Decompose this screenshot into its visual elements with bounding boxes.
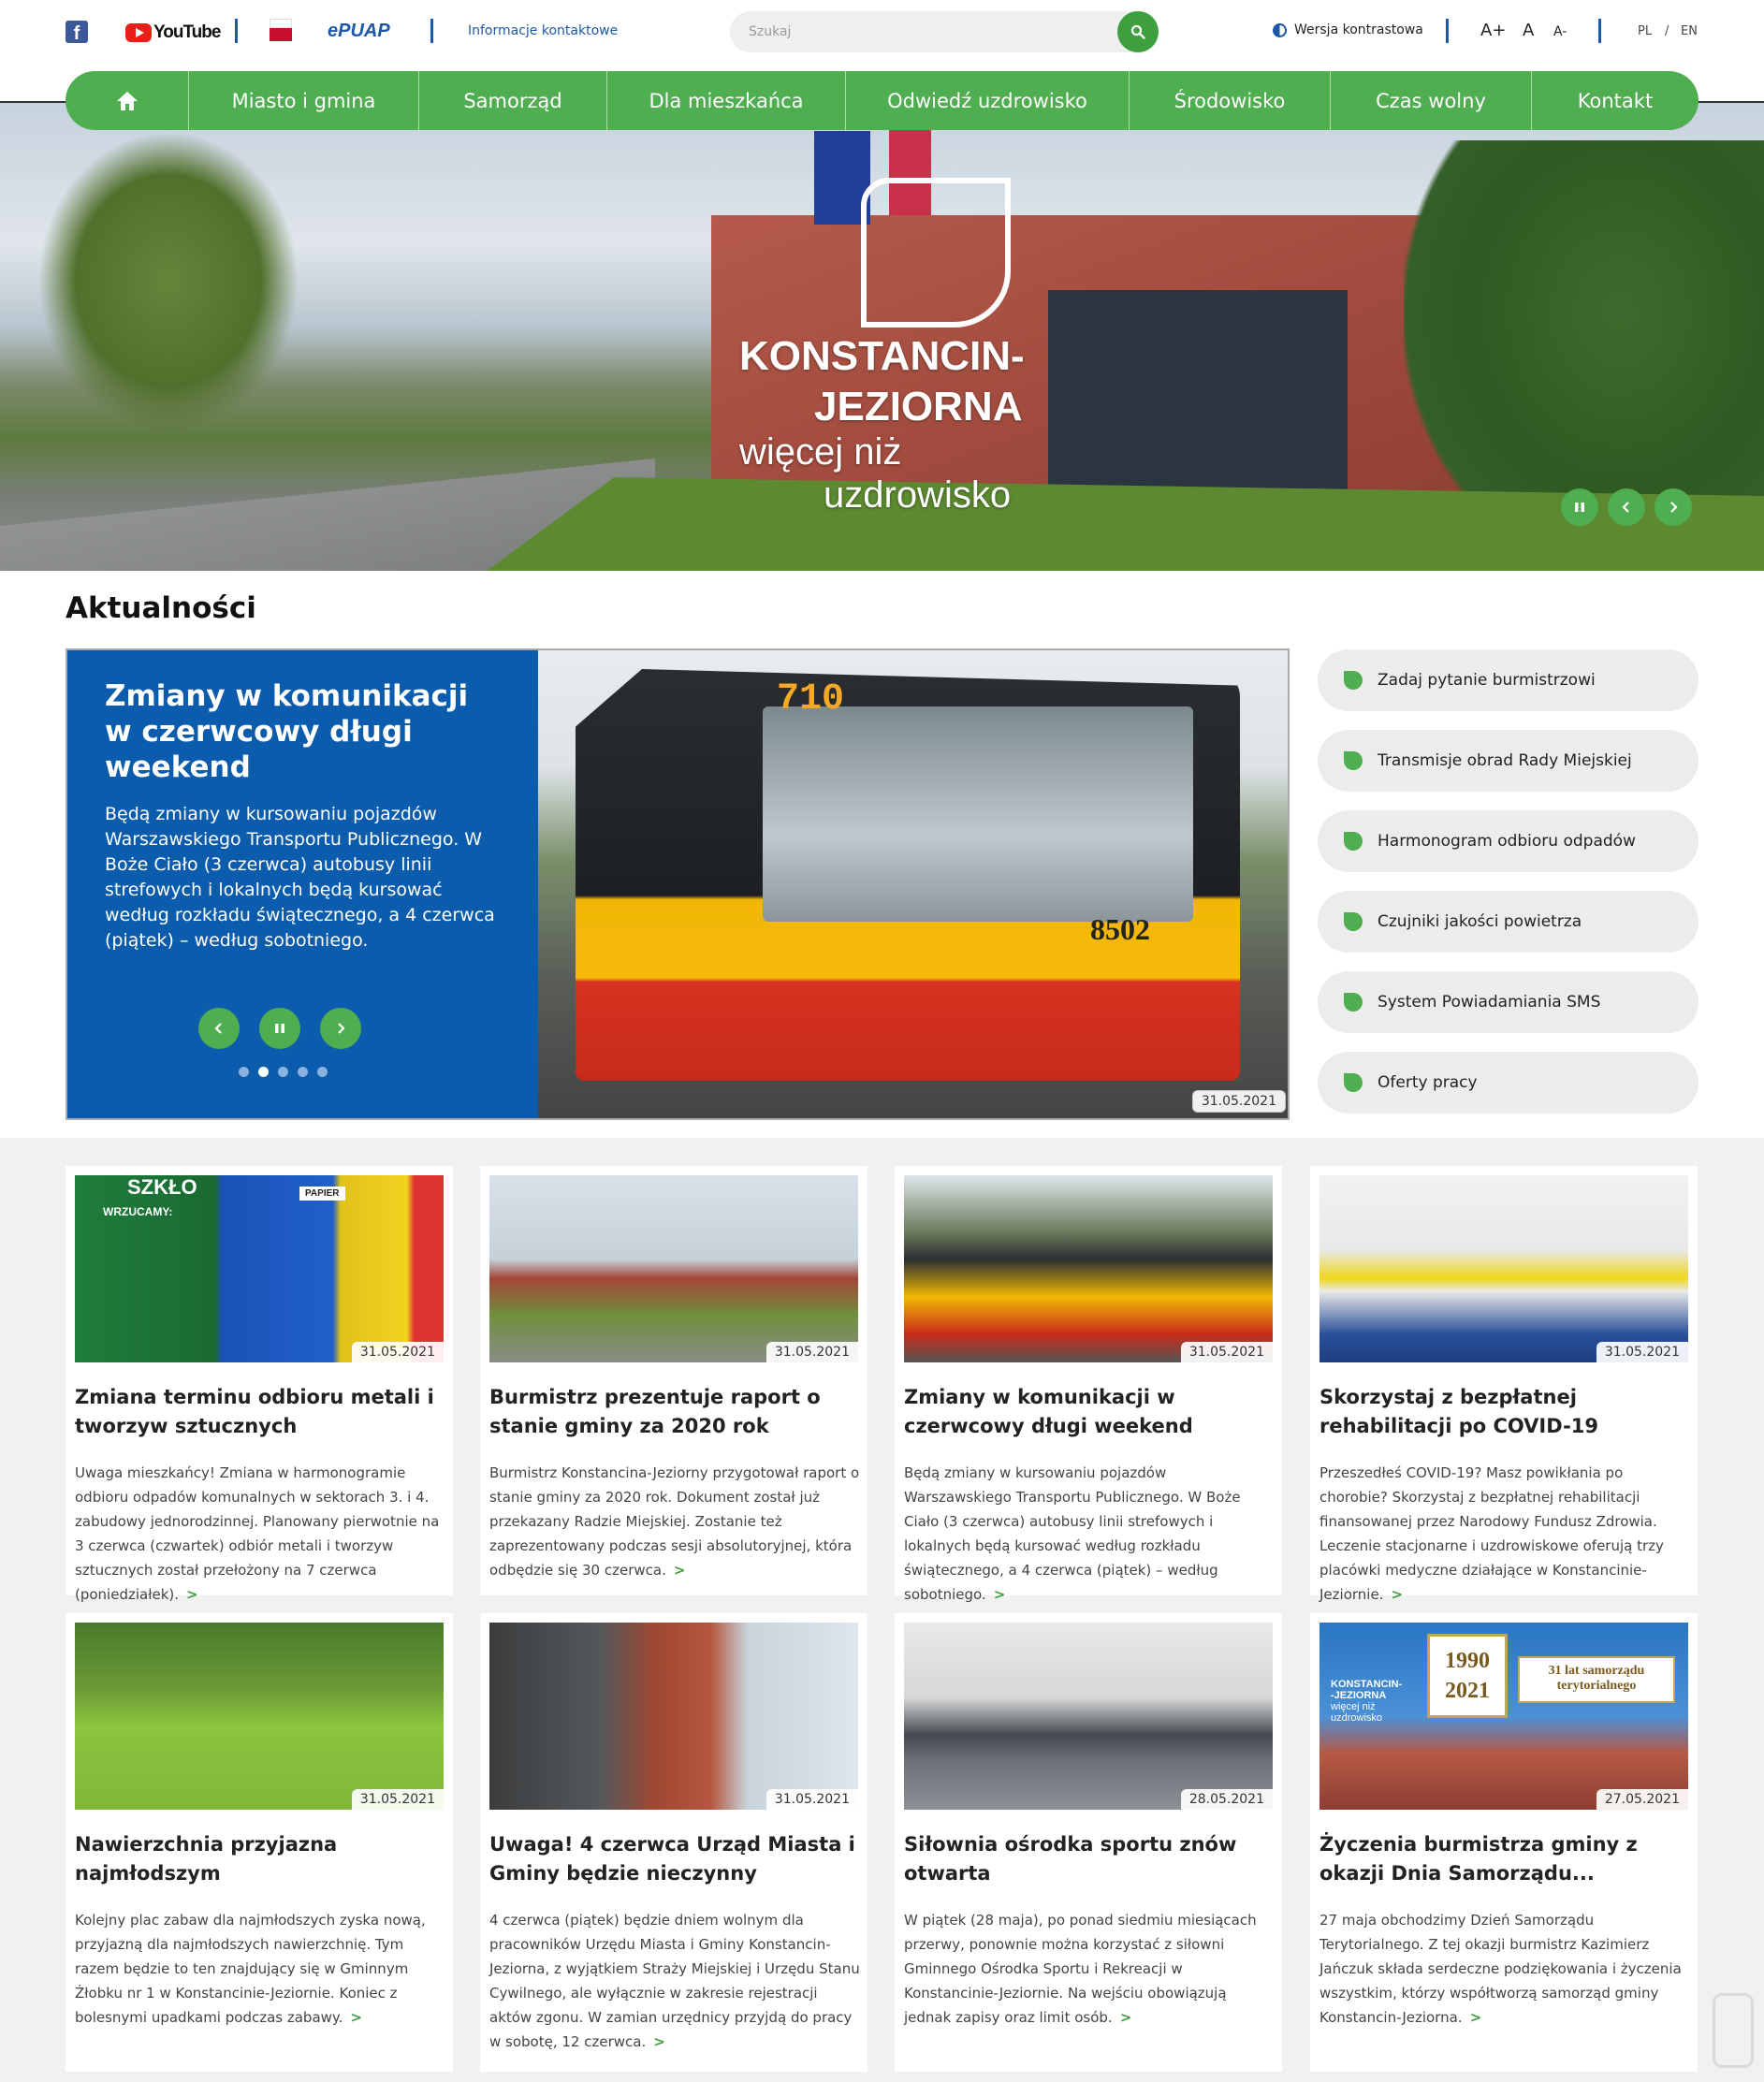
read-more-link[interactable]: > [1391,1586,1404,1603]
quick-link-label: Harmonogram odbioru odpadów [1378,832,1636,851]
nav-srodowisko[interactable]: Środowisko [1130,71,1331,130]
read-more-link[interactable]: > [653,2033,665,2050]
nav-miasto-i-gmina[interactable]: Miasto i gmina [189,71,419,130]
news-card[interactable] [1310,1166,1698,1603]
news-card-date: 31.05.2021 [352,1342,444,1362]
news-card-summary [1319,1908,1690,2030]
news-card-summary [1319,1461,1690,1607]
news-card-date: 31.05.2021 [352,1789,444,1810]
mini-logo-line-1: KONSTANCIN- [1331,1679,1403,1690]
nav-odwiedz-uzdrowisko[interactable]: Odwiedź uzdrowisko [846,71,1130,130]
slider-pause-button[interactable] [259,1008,300,1049]
main-nav [66,71,1698,130]
city-logo-mark [861,178,1011,328]
hero-tree [37,131,299,430]
news-card-image[interactable] [489,1175,858,1362]
news-slider [66,648,1290,1120]
news-card-image[interactable] [904,1175,1273,1362]
separator [1598,19,1601,43]
news-card[interactable] [895,1613,1282,2072]
news-card-summary [75,1908,445,2030]
chevron-right-icon [1668,502,1679,513]
anniversary-caption: 31 lat samorządu terytorialnego [1518,1656,1675,1703]
news-card-title[interactable]: Uwaga! 4 czerwca Urząd Miasta i Gminy będzie nieczynny [489,1833,855,1885]
home-icon [115,90,139,112]
font-decrease-button[interactable]: A- [1553,24,1567,39]
hero-banner [0,103,1764,571]
youtube-link[interactable] [125,21,220,45]
search-box [730,11,1159,52]
separator [235,19,238,43]
pause-icon [274,1023,285,1034]
slider-dot[interactable] [298,1067,308,1077]
news-card-image[interactable] [75,1175,444,1362]
hero-next-button[interactable] [1655,488,1692,526]
news-card-text: Burmistrz Konstancina-Jeziorny przygotował raport o stanie gminy za 2020 rok. Dokument został już przekazany Radzie Miejskiej. Zostanie też zaprezentowany podczas sesji absolutoryjnej, która odbędzie się 30 czerwca. [489,1464,860,1579]
news-card-image[interactable] [1319,1623,1688,1810]
news-card[interactable] [480,1613,867,2072]
leaf-icon [1344,832,1363,851]
read-more-link[interactable]: > [1469,2009,1482,2026]
bus-fleet-number: 8502 [1090,912,1150,946]
news-card-text: Przeszedłeś COVID-19? Masz powikłania po chorobie? Skorzystaj z bezpłatnej rehabilitacji finansowanej przez Narodowy Fundusz Zdrowia. Leczenie stacjonarne i uzdrowiskowe oferują trzy placówki medyczne działające w Konstancinie-Jeziornie. [1319,1464,1664,1603]
contact-info-link[interactable]: Informacje kontaktowe [468,23,619,38]
news-card-title[interactable]: Burmistrz prezentuje raport o stanie gminy za 2020 rok [489,1386,821,1437]
leaf-icon [1344,912,1363,931]
epuap-link[interactable] [328,21,390,42]
news-card-title[interactable]: Zmiana terminu odbioru metali i tworzyw sztucznych [75,1386,434,1437]
news-card-summary [489,1461,860,1582]
news-card[interactable] [480,1166,867,1595]
hero-pause-button[interactable] [1561,488,1598,526]
youtube-label: YouTube [153,22,221,42]
logo-line-3: więcej niż [739,431,902,473]
year-1990: 1990 [1445,1649,1490,1673]
slider-dot-active[interactable] [258,1067,269,1077]
slider-dot[interactable] [278,1067,288,1077]
news-card-image[interactable] [904,1623,1273,1810]
anniversary-years [1427,1634,1508,1718]
quick-link-czujniki[interactable] [1318,891,1698,953]
home-button[interactable] [66,71,189,130]
news-card-date: 31.05.2021 [766,1789,858,1810]
featured-news-date: 31.05.2021 [1192,1090,1286,1113]
hero-prev-button[interactable] [1608,488,1645,526]
city-logo [739,178,1039,516]
news-card-text: 27 maja obchodzimy Dzień Samorządu Terytorialnego. Z tej okazji burmistrz Kazimierz Jańczuk składa serdeczne podziękowania i życzenia wszystkim, którzy współtworzą samorząd gminy Konstancin-Jeziorna. [1319,1912,1682,2026]
chevron-left-icon [213,1023,225,1034]
news-card-title[interactable]: Nawierzchnia przyjazna najmłodszym [75,1833,338,1885]
slider-dot[interactable] [239,1067,249,1077]
paper-bin-label: PAPIER [299,1187,345,1201]
quick-link-label: System Powiadamiania SMS [1378,993,1601,1012]
youtube-play-icon [125,23,152,42]
epuap-label: ePUAP [328,21,390,41]
quick-link-sms[interactable] [1318,971,1698,1033]
read-more-link[interactable]: > [350,2009,362,2026]
featured-news-title[interactable]: Zmiany w komunikacji w czerwcowy długi weekend [105,679,469,784]
quick-link-label: Oferty pracy [1378,1073,1478,1092]
lang-en-link[interactable]: EN [1681,24,1698,38]
mini-logo-line-2: -JEZIORNA [1331,1690,1387,1701]
contrast-label: Wersja kontrastowa [1294,22,1423,37]
separator [1446,19,1449,43]
news-card-text: Uwaga mieszkańcy! Zmiana w harmonogramie odbioru odpadów komunalnych w sektorach 3. i 4. zabudowy jednorodzinnej. Planowany pierwotnie na 3 czerwca (czwartek) odbiór metali i tworzyw sztucznych został przełożony na 7 czerwca (poniedziałek). [75,1464,440,1603]
logo-line-2: JEZIORNA [814,384,1023,430]
news-card-summary [75,1461,445,1607]
read-more-link[interactable]: > [673,1562,686,1579]
slider-prev-button[interactable] [198,1008,240,1049]
font-normal-button[interactable]: A [1523,21,1535,40]
mini-logo [1331,1679,1402,1724]
news-card-title[interactable]: Życzenia burmistrza gminy z okazji Dnia Samorządu... [1319,1833,1638,1885]
slider-dots [239,1067,328,1077]
news-card-text: Kolejny plac zabaw dla najmłodszych zyska nową, przyjazną dla najmłodszych nawierzchnię. Tym razem będzie to ten znajdujący się w Gminnym Żłobku nr 1 w Konstancinie-Jeziornie. Koniec z bolesnymi upadkami podczas zabawy. [75,1912,426,2026]
news-card-title[interactable]: Zmiany w komunikacji w czerwcowy długi weekend [904,1386,1193,1437]
quick-link-oferty-pracy[interactable] [1318,1052,1698,1114]
read-more-link[interactable]: > [993,1586,1006,1603]
news-card[interactable] [895,1166,1282,1603]
facebook-icon[interactable]: f [66,21,88,43]
news-card-text: 4 czerwca (piątek) będzie dniem wolnym dla pracowników Urzędu Miasta i Gminy Konstancin-Jeziorna, z wyjątkiem Straży Miejskiej i Urzędu Stanu Cywilnego, ale wyłącznie w zakresie rejestracji aktów zgonu. W zamian urzędnicy przyjdą do pracy w sobotę, 12 czerwca. [489,1912,860,2050]
nav-kontakt[interactable]: Kontakt [1577,89,1654,112]
chevron-right-icon [335,1023,346,1034]
news-card-date: 31.05.2021 [1181,1342,1273,1362]
search-button[interactable] [1117,11,1159,52]
logo-line-4: uzdrowisko [824,474,1012,516]
news-section-title: Aktualności [66,591,256,625]
leaf-icon [1344,1073,1363,1092]
search-input[interactable] [747,11,1102,52]
quick-link-harmonogram[interactable] [1318,810,1698,872]
news-card-date: 31.05.2021 [766,1342,858,1362]
separator [430,19,433,43]
hero-building-glass [1048,290,1348,496]
news-card-image[interactable] [1319,1175,1688,1362]
font-increase-button[interactable]: A+ [1480,21,1507,40]
slider-next-button[interactable] [320,1008,361,1049]
nav-czas-wolny[interactable]: Czas wolny [1331,71,1532,130]
logo-line-1: KONSTANCIN- [739,333,1025,379]
leaf-icon [1344,751,1363,770]
news-card-summary [904,1461,1275,1607]
news-card-summary [489,1908,860,2054]
mini-logo-line-4: uzdrowisko [1331,1712,1383,1724]
news-card-image[interactable] [75,1623,444,1810]
chevron-left-icon [1621,502,1632,513]
quick-link-label: Transmisje obrad Rady Miejskiej [1378,751,1632,770]
bus-windshield [763,706,1193,922]
pause-icon [1574,502,1585,513]
news-card-date: 31.05.2021 [1596,1342,1688,1362]
featured-news-image[interactable] [538,650,1290,1118]
contrast-toggle[interactable] [1273,22,1423,37]
search-icon [1130,24,1145,39]
contrast-icon [1273,23,1287,37]
quick-link-label: Czujniki jakości powietrza [1378,912,1582,931]
featured-news-text [67,650,538,1118]
nav-dla-mieszkanca[interactable]: Dla mieszkańca [607,71,846,130]
leaf-icon [1344,993,1363,1012]
slider-dot[interactable] [317,1067,328,1077]
news-card-title[interactable]: Skorzystaj z bezpłatnej rehabilitacji po COVID-19 [1319,1386,1599,1437]
lang-separator: / [1665,24,1669,38]
lang-pl-link[interactable]: PL [1638,24,1653,38]
read-more-link[interactable]: > [186,1586,198,1603]
top-bar [0,0,1764,67]
news-card-text: Będą zmiany w kursowaniu pojazdów Warszawskiego Transportu Publicznego. W Boże Ciało (3 czerwca) autobusy linii strefowych i lokalnych będą kursować według rozkładu świątecznego, a 4 czerwca (piątek) – według sobotniego. [904,1464,1241,1603]
news-card-summary [904,1908,1275,2030]
leaf-icon [1344,671,1363,690]
news-card[interactable] [1310,1613,1698,2072]
news-card-text: W piątek (28 maja), po ponad siedmiu miesiącach przerwy, ponownie można korzystać z siłowni Gminnego Ośrodka Sportu i Rekreacji w Konstancinie-Jeziornie. Na wejściu obowiązują jednak zapisy oraz limit osób. [904,1912,1257,2026]
quick-link-transmisje[interactable] [1318,730,1698,792]
logo-watermark [1713,1993,1754,2068]
news-card-date: 28.05.2021 [1181,1789,1273,1810]
glass-bin-list: WRZUCAMY: [103,1205,173,1218]
glass-bin-label: SZKŁO [127,1175,197,1199]
news-card-title[interactable]: Siłownia ośrodka sportu znów otwarta [904,1833,1237,1885]
quick-link-zadaj-pytanie[interactable] [1318,649,1698,711]
news-card[interactable] [66,1613,453,2072]
read-more-link[interactable]: > [1119,2009,1132,2026]
news-card-image[interactable] [489,1623,858,1810]
bus-line-number: 710 [777,678,845,721]
nav-samorzad[interactable]: Samorząd [419,71,607,130]
bip-icon[interactable] [270,19,292,45]
year-2021: 2021 [1445,1679,1490,1703]
news-card[interactable] [66,1166,453,1603]
news-card-date: 27.05.2021 [1596,1789,1688,1810]
quick-link-label: Zadaj pytanie burmistrzowi [1378,671,1596,690]
mini-logo-line-3: więcej niż [1331,1701,1376,1712]
featured-news-summary: Będą zmiany w kursowaniu pojazdów Warszawskiego Transportu Publicznego. W Boże Ciało (3 czerwca) autobusy linii strefowych i lokalnych będą kursować według rozkładu świątecznego, a 4 czerwca (piątek) – według sobotniego. [105,804,495,951]
